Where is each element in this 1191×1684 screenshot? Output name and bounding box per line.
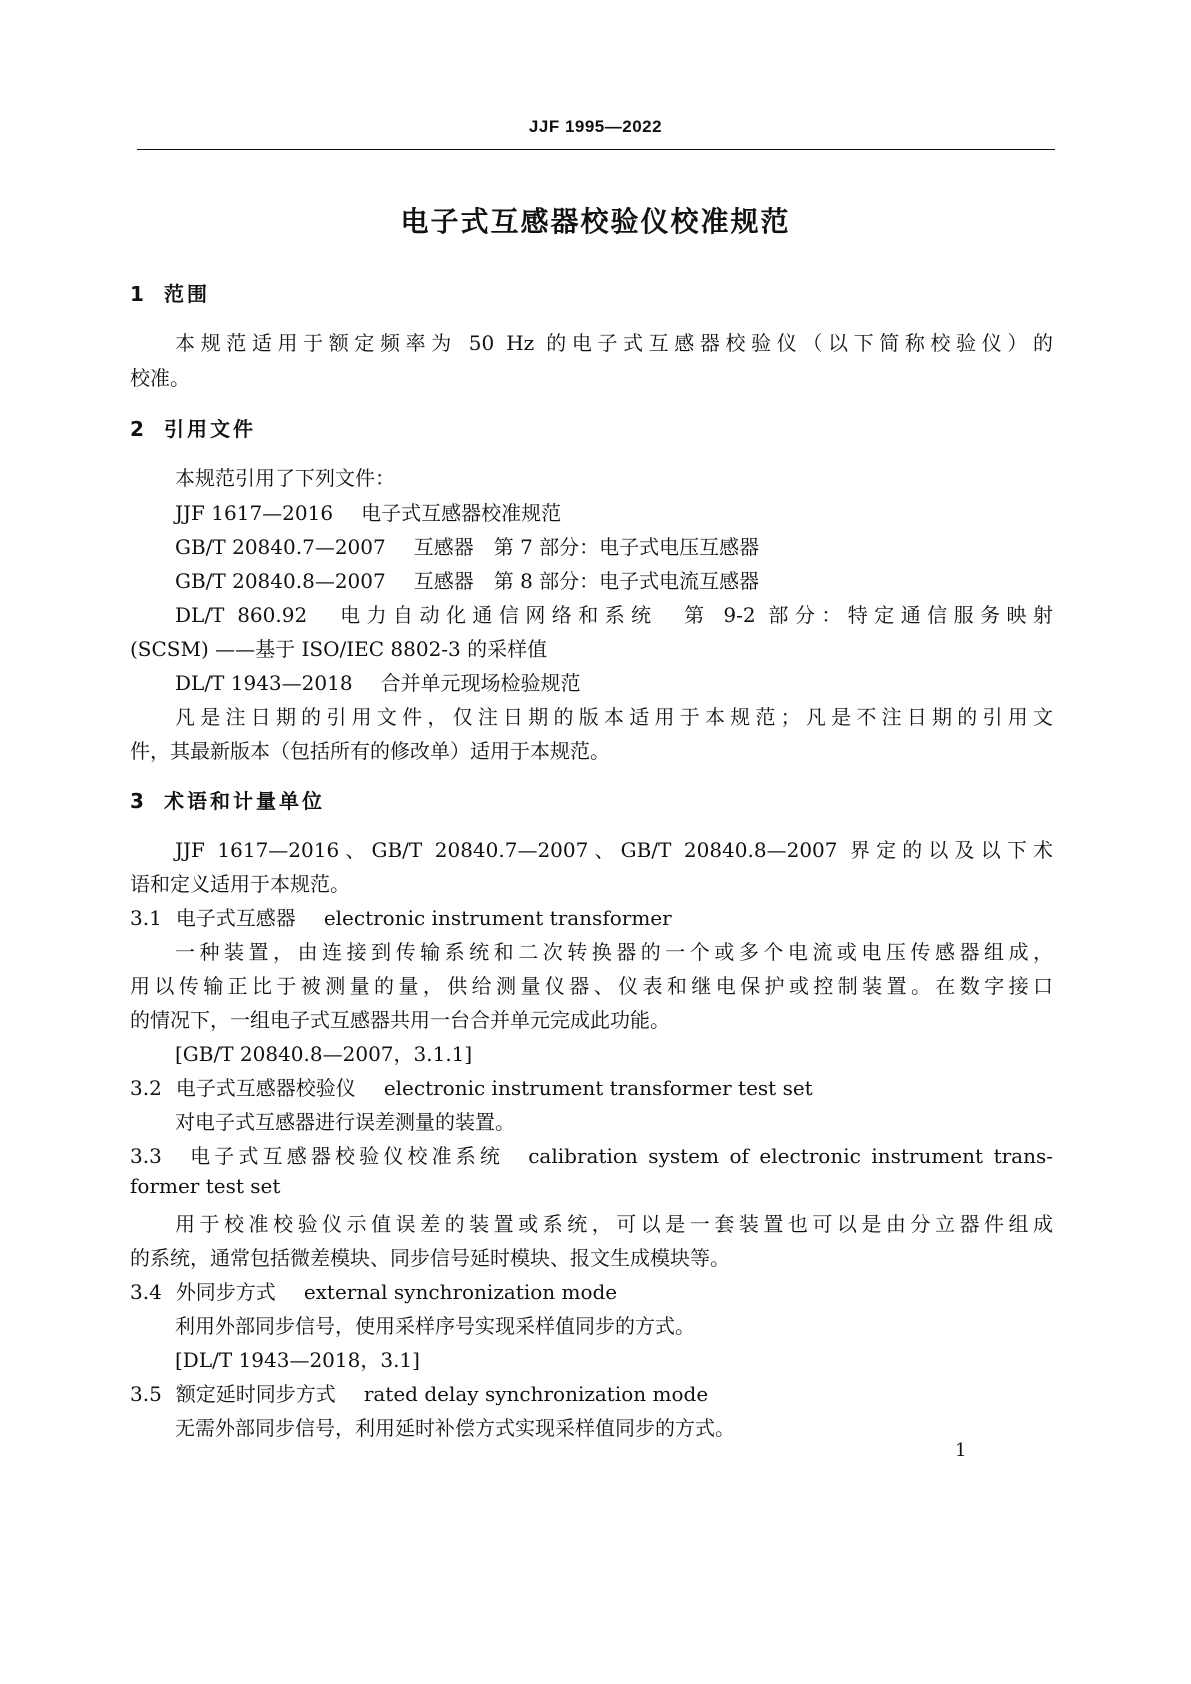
header-rule: [137, 149, 1055, 150]
terms-intro-continuation: 语和定义适用于本规范。: [130, 872, 350, 896]
term-definition: 用以传输正比于被测量的量，供给测量仪器、仪表和继电保护或控制装置。在数字接口: [130, 974, 1053, 998]
running-header: JJF 1995—2022: [528, 117, 663, 136]
reference-item-continuation: (SCSM) ——基于 ISO/IEC 8802-3 的采样值: [130, 637, 548, 661]
reference-item: [175, 531, 759, 560]
section-number: 2: [130, 417, 144, 441]
terms-intro: JJF 1617—2016、GB/T 20840.7—2007、GB/T 20840.8—2007 界定的以及以下术: [175, 838, 1053, 862]
term-number: 3.1: [130, 906, 162, 930]
reference-title: 互感器 第 7 部分：电子式电压互感器: [413, 535, 760, 559]
term-entry-3-1: [130, 902, 672, 931]
document-title: 电子式互感器校验仪校准规范: [400, 205, 791, 238]
term-source: [DL/T 1943—2018，3.1]: [175, 1348, 420, 1372]
term-entry-3-2: [130, 1072, 813, 1101]
term-name: 外同步方式: [175, 1280, 276, 1304]
references-intro: 本规范引用了下列文件：: [175, 466, 395, 490]
term-definition: 无需外部同步信号，利用延时补偿方式实现采样值同步的方式。: [175, 1416, 735, 1440]
term-english: electronic instrument transformer: [323, 906, 672, 930]
references-note: 凡是注日期的引用文件，仅注日期的版本适用于本规范；凡是不注日期的引用文: [175, 705, 1053, 729]
term-definition: 用于校准校验仪示值误差的装置或系统，可以是一套装置也可以是由分立器件组成: [175, 1212, 1053, 1236]
reference-item: [175, 565, 759, 594]
term-definition: 利用外部同步信号，使用采样序号实现采样值同步的方式。: [175, 1314, 695, 1338]
term-entry-continuation: former test set: [130, 1174, 281, 1198]
references-note-continuation: 件，其最新版本（包括所有的修改单）适用于本规范。: [130, 739, 610, 763]
reference-title: 合并单元现场检验规范: [380, 671, 581, 695]
term-definition: 对电子式互感器进行误差测量的装置。: [175, 1110, 515, 1134]
term-entry-3-4: [130, 1276, 617, 1305]
section-title: 范围: [164, 282, 210, 306]
term-definition: 的情况下，一组电子式互感器共用一台合并单元完成此功能。: [130, 1008, 670, 1032]
reference-item: [175, 497, 561, 526]
section-3-heading: [130, 785, 325, 814]
section-title: 引用文件: [164, 417, 256, 441]
page-number: 1: [955, 1440, 967, 1461]
term-name: 电子式互感器: [175, 906, 296, 930]
term-number: 3.2: [130, 1076, 162, 1100]
term-entry-3-5: [130, 1378, 708, 1407]
reference-code: JJF 1617—2016: [175, 501, 334, 525]
paragraph-continuation: 校准。: [130, 366, 190, 390]
term-english: rated delay synchronization mode: [363, 1382, 709, 1406]
term-definition: 一种装置，由连接到传输系统和二次转换器的一个或多个电流或电压传感器组成，: [175, 940, 1053, 964]
reference-item: [175, 667, 581, 696]
reference-item: DL/T 860.92 电力自动化通信网络和系统 第 9-2 部分：特定通信服务映射: [175, 603, 1053, 627]
term-number: 3.4: [130, 1280, 162, 1304]
paragraph: 本规范适用于额定频率为 50 Hz 的电子式互感器校验仪（以下简称校验仪）的: [175, 331, 1053, 355]
term-name: 电子式互感器校验仪: [175, 1076, 356, 1100]
term-english: electronic instrument transformer test set: [383, 1076, 813, 1100]
term-name: 额定延时同步方式: [175, 1382, 336, 1406]
section-title: 术语和计量单位: [164, 789, 325, 813]
term-english: external synchronization mode: [303, 1280, 618, 1304]
term-entry-3-3: 3.3 电子式互感器校验仪校准系统 calibration system of electronic instrument trans-: [130, 1144, 1053, 1168]
term-definition: 的系统，通常包括微差模块、同步信号延时模块、报文生成模块等。: [130, 1246, 730, 1270]
section-1-heading: [130, 278, 210, 307]
reference-title: 电子式互感器校准规范: [361, 501, 562, 525]
reference-code: DL/T 1943—2018: [175, 671, 353, 695]
section-2-heading: [130, 413, 256, 442]
reference-title: 互感器 第 8 部分：电子式电流互感器: [413, 569, 760, 593]
term-source: [GB/T 20840.8—2007，3.1.1]: [175, 1042, 473, 1066]
reference-code: GB/T 20840.7—2007: [175, 535, 386, 559]
reference-code: GB/T 20840.8—2007: [175, 569, 386, 593]
section-number: 3: [130, 789, 144, 813]
term-number: 3.5: [130, 1382, 162, 1406]
section-number: 1: [130, 282, 144, 306]
